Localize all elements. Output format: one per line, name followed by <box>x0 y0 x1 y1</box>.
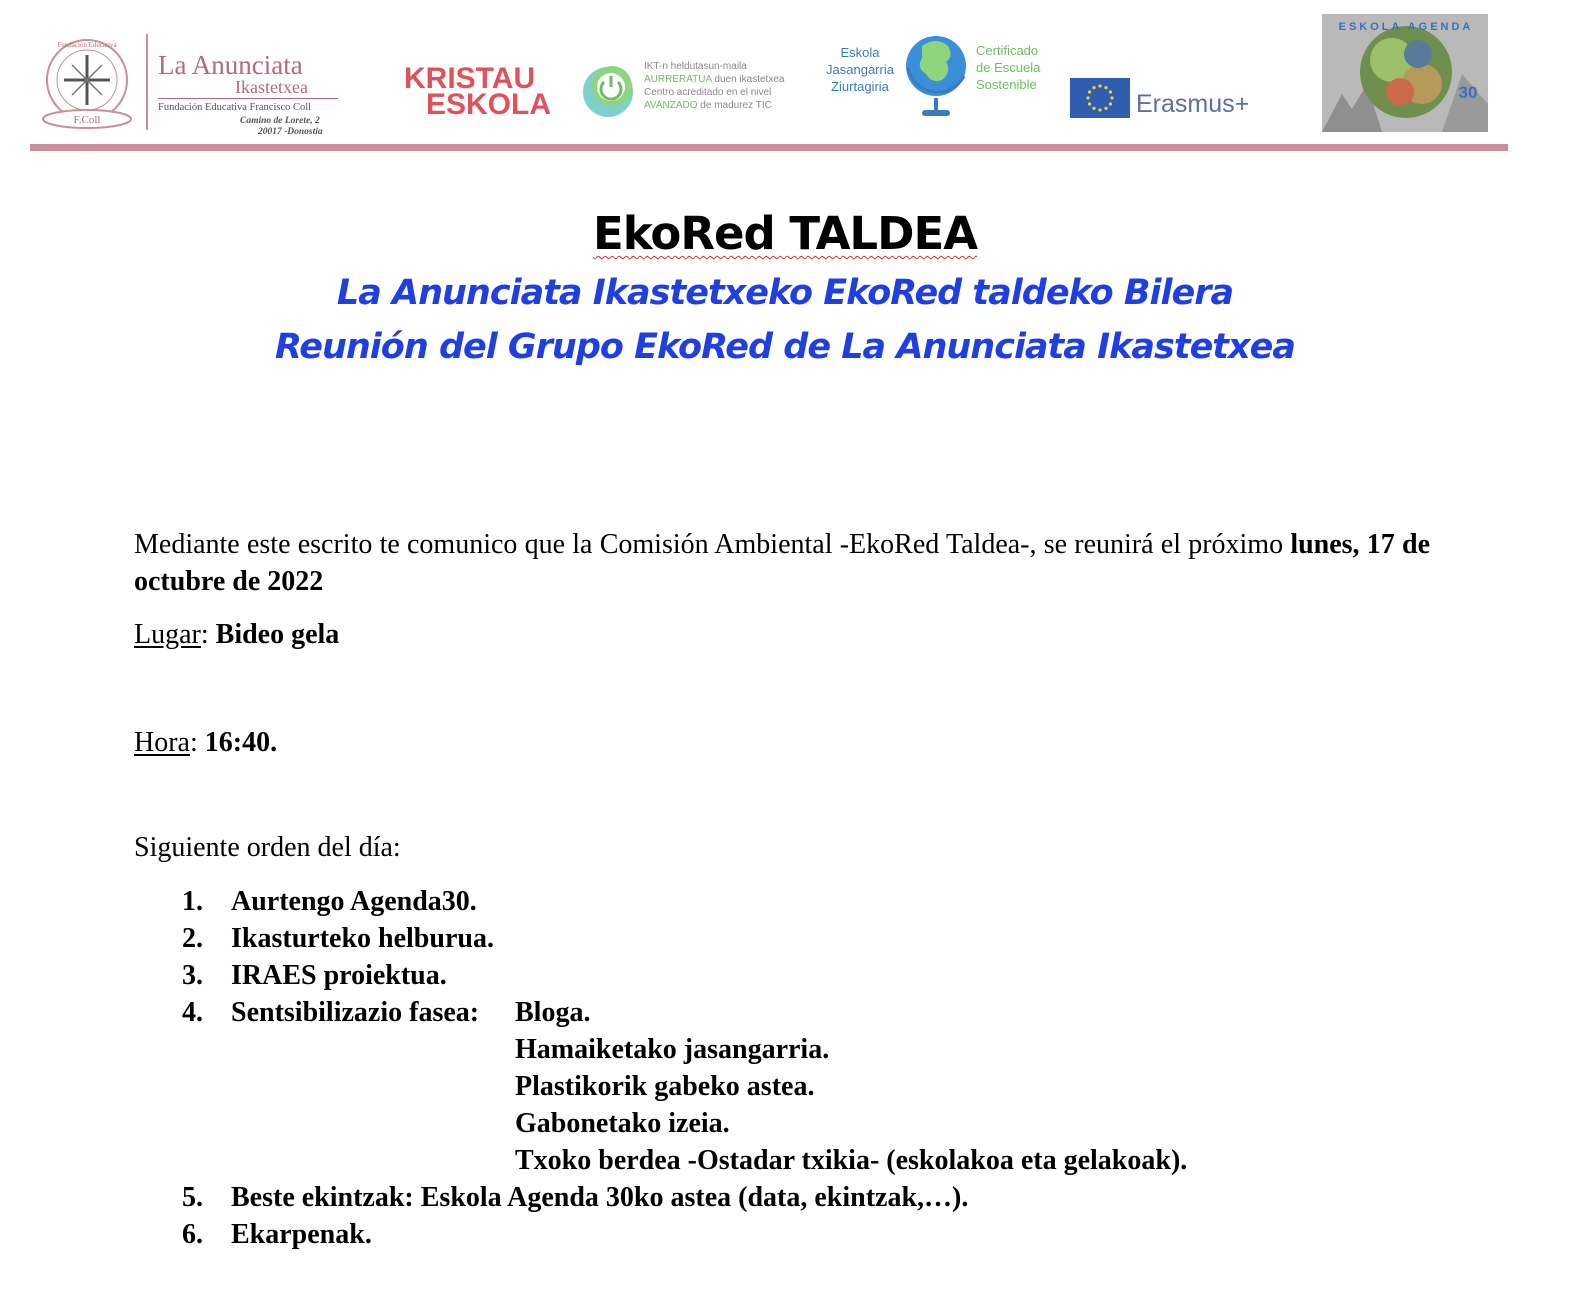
sustainable-school-spanish: Certificado de Escuela Sostenible <box>976 43 1041 92</box>
document-title-text: EkoRed TALDEA <box>592 207 978 260</box>
ikt-certification-logo <box>580 58 810 124</box>
agenda-list <box>134 883 1434 1253</box>
sub-item-text: Bloga. <box>515 997 591 1028</box>
school-subname: Ikastetxea <box>235 77 308 97</box>
ikt-text <box>644 60 784 112</box>
list-item-number: 4. <box>182 997 203 1028</box>
list-item-text: Sentsibilizazio fasea: <box>231 997 480 1028</box>
school-name: La Anunciata <box>158 50 303 80</box>
time-value: 16:40. <box>204 727 278 758</box>
ikt-line2: AURRERATUA duen ikastetxea <box>644 74 785 85</box>
agenda-heading: Siguiente orden del día: <box>134 832 401 863</box>
sub-item <box>134 1068 1434 1105</box>
school-seal-icon <box>40 35 135 130</box>
seal-ring-text: Fundación Educativa <box>57 41 117 49</box>
list-item <box>134 1179 1434 1216</box>
school-address-street: Camino de Lorete, 2 <box>240 116 320 126</box>
kristau-eskola-logo <box>404 62 552 121</box>
ikt-line4: AVANZADO de madurez TIC <box>644 100 772 111</box>
school-address-city: 20017 -Donostia <box>258 127 323 137</box>
agenda-logo-number: 30 <box>1458 83 1478 102</box>
subtitle-basque: La Anunciata Ikastetxeko EkoRed taldeko Bilera <box>336 273 1234 313</box>
seal-bottom-text: F.Coll <box>73 114 101 126</box>
subtitle-spanish: Reunión del Grupo EkoRed de La Anunciata Ikastetxea <box>275 327 1295 367</box>
time-line: Hora: 16:40. <box>134 727 278 758</box>
document-title <box>0 204 1570 264</box>
intro-text: Mediante este escrito te comunico que la Comisión Ambiental -EkoRed Taldea-, se reunirá el próximo <box>134 529 1291 560</box>
list-item-number: 5. <box>182 1182 203 1213</box>
list-item <box>134 994 1434 1031</box>
list-item <box>134 957 1434 994</box>
list-item <box>134 883 1434 920</box>
list-item-text: Ikasturteko helburua. <box>231 923 494 954</box>
list-item-text: Beste ekintzak: Eskola Agenda 30ko astea (data, ekintzak,…). <box>231 1182 969 1213</box>
eu-flag-icon <box>1070 78 1130 118</box>
school-foundation: Fundación Educativa Francisco Coll <box>158 102 312 113</box>
intro-paragraph <box>134 526 1430 600</box>
sub-item-text: Hamaiketako jasangarria. <box>515 1034 830 1065</box>
list-item-text: Ekarpenak. <box>231 1219 372 1250</box>
sustainable-school-logo <box>820 28 1080 120</box>
list-item-number: 1. <box>182 886 203 917</box>
list-item <box>134 920 1434 957</box>
logo-divider <box>146 34 148 130</box>
sub-item <box>134 1142 1434 1179</box>
location-value: Bideo gela <box>215 619 340 650</box>
sustainable-school-basque: Eskola Jasangarria Ziurtagiria <box>826 45 894 94</box>
kristau-line2: ESKOLA <box>426 88 552 121</box>
list-item-number: 3. <box>182 960 203 991</box>
erasmus-text: Erasmus+ <box>1136 90 1250 118</box>
kristau-line1: KRISTAU <box>404 62 536 95</box>
location-line: Lugar: Bideo gela <box>134 619 340 650</box>
sub-item <box>134 1031 1434 1068</box>
time-label: Hora <box>134 727 190 758</box>
list-item-text: Aurtengo Agenda30. <box>231 886 477 917</box>
sub-item-text: Gabonetako izeia. <box>515 1108 730 1139</box>
power-icon <box>580 60 640 120</box>
agenda-logo-text: ESKOLA AGENDA <box>1338 21 1474 33</box>
eskola-agenda-30-logo <box>1322 14 1488 132</box>
list-item <box>134 1216 1434 1253</box>
erasmus-logo <box>1070 78 1280 120</box>
document-header <box>30 0 1508 150</box>
list-item-number: 6. <box>182 1219 203 1250</box>
sub-item-text: Plastikorik gabeko astea. <box>515 1071 815 1102</box>
header-rule <box>30 144 1508 151</box>
sub-item-text: Txoko berdea -Ostadar txikia- (eskolakoa eta gelakoak). <box>515 1145 1188 1176</box>
list-item-text: IRAES proiektua. <box>231 960 447 991</box>
la-anunciata-logo <box>40 30 360 140</box>
list-item-number: 2. <box>182 923 203 954</box>
ikt-line1: IKT-n heldutasun-maila <box>644 61 747 72</box>
globe-icon <box>902 28 972 120</box>
meeting-date: lunes, 17 de octubre de 2022 <box>134 529 1431 597</box>
location-label: Lugar <box>134 619 201 650</box>
sub-item <box>134 1105 1434 1142</box>
logo-rule <box>158 98 338 99</box>
ikt-line3: Centro acreditado en el nivel <box>644 87 772 98</box>
